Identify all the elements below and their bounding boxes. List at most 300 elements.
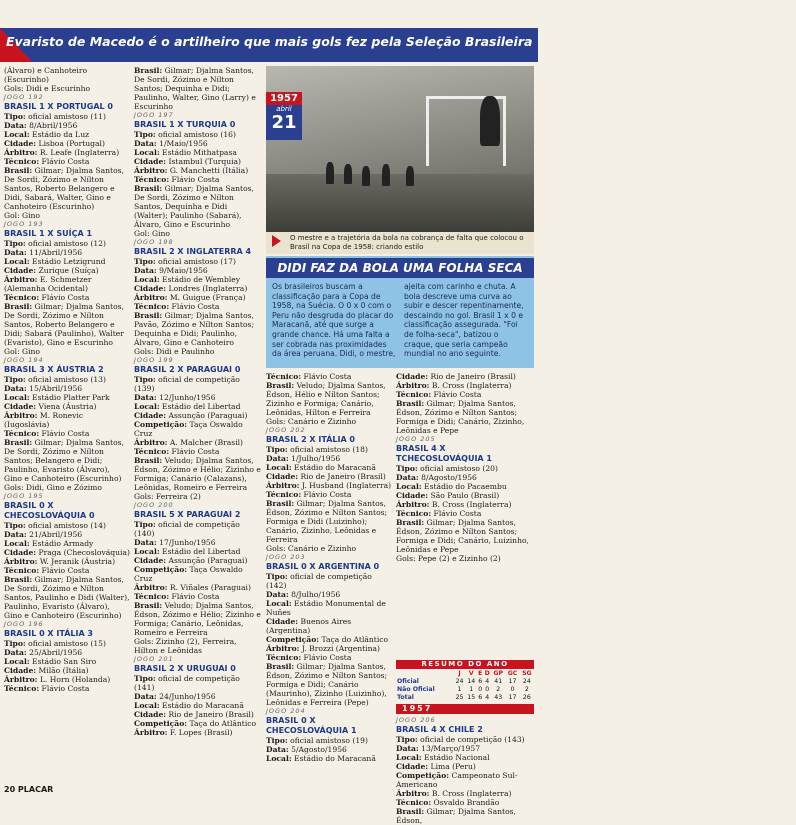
match-detail (4, 257, 130, 266)
match-detail (134, 565, 262, 583)
field-value: 25/Abril/1956 (26, 648, 83, 657)
field-value: oficial amistoso (15) (25, 639, 106, 648)
match-detail (396, 762, 534, 771)
match-title (4, 629, 130, 639)
field-value: oficial de competição (143) (417, 735, 525, 744)
field-label: Árbitro: (4, 557, 38, 566)
field-value: BRASIL 1 X SUÍÇA 1 (4, 229, 93, 238)
date-box (266, 92, 302, 140)
match-detail (4, 384, 130, 393)
field-label: Data: (266, 454, 289, 463)
match-detail (134, 710, 262, 719)
field-value: Gols: Pepe (2) e Zizinho (2) (396, 554, 501, 563)
match-detail (4, 648, 130, 657)
field-label: Brasil: (134, 601, 163, 610)
match-detail (396, 554, 534, 563)
field-value: oficial amistoso (20) (417, 464, 498, 473)
field-label: Brasil: (266, 499, 295, 508)
match-title (396, 444, 534, 454)
field-label: Cidade: (266, 472, 299, 481)
field-value: Praga (Checoslováquia) (36, 548, 130, 557)
photo-field (266, 174, 534, 232)
field-value: BRASIL 0 X (266, 716, 316, 725)
match-detail (4, 293, 130, 302)
field-value: Gols: Zizinho (2), Ferreira, Hílton e Leônidas (134, 637, 237, 655)
field-label: Cidade: (4, 266, 37, 275)
field-value: Gilmar; Djalma Santos, De Sordi, Zózimo e Nílton Santos, Roberto Belangero e Didi; Sabará (Paulinho), Walter (Evaristo), Gino e Escurinho (4, 302, 124, 347)
summary-cell: Total (397, 693, 414, 701)
field-value: 21/Abril/1956 (26, 530, 83, 539)
summary-cell: 1 (469, 685, 474, 693)
field-label: Técnico: (266, 372, 302, 381)
summary-header-cell: V (468, 669, 474, 677)
headline-banner (0, 28, 538, 62)
field-label: Técnico: (4, 684, 40, 693)
field-label: Competição: (396, 771, 450, 780)
match-detail (134, 375, 262, 393)
story-title: DIDI FAZ DA BOLA UMA FOLHA SECA (266, 258, 534, 278)
summary-cell: 17 (508, 677, 517, 685)
match-detail (266, 635, 392, 644)
page-footer: 20 PLACAR (4, 785, 54, 794)
match-detail (134, 728, 262, 737)
game-number (134, 655, 262, 664)
field-value: 24/Junho/1956 (156, 692, 216, 701)
field-label: Competição: (134, 565, 188, 574)
field-label: Técnico: (266, 653, 302, 662)
field-label: Cidade: (396, 491, 429, 500)
field-value: J. Husband (Inglaterra) (299, 481, 392, 490)
match-detail (4, 483, 130, 492)
field-label: Data: (266, 745, 289, 754)
field-value: Gols: Didi e Paulinho (134, 347, 215, 356)
match-detail (266, 745, 392, 754)
match-detail (4, 539, 130, 548)
field-value: B. Cross (Inglaterra) (429, 500, 512, 509)
field-label: Tipo: (134, 257, 156, 266)
field-value: B. Cross (Inglaterra) (429, 381, 512, 390)
photo-credit: ARQUIVO (790, 238, 796, 262)
match-detail (4, 248, 130, 257)
field-value: BRASIL 2 X PARAGUAI 0 (134, 365, 241, 374)
field-label: Data: (266, 590, 289, 599)
field-label: Tipo: (4, 112, 26, 121)
game-number (4, 93, 130, 102)
year-summary-grid (396, 669, 534, 701)
field-value: Viena (Áustria) (36, 402, 97, 411)
match-detail (134, 148, 262, 157)
field-value: 9/Maio/1956 (156, 266, 208, 275)
field-value: BRASIL 0 X (4, 501, 54, 510)
summary-cell: 6 (478, 693, 483, 701)
field-value: 17/Junho/1956 (156, 538, 216, 547)
field-label: Data: (4, 530, 27, 539)
match-detail (266, 463, 392, 472)
match-detail (266, 472, 392, 481)
field-value: Flávio Costa (431, 390, 482, 399)
game-number (266, 426, 392, 435)
column-4-continued (396, 716, 534, 825)
field-value: oficial amistoso (11) (25, 112, 106, 121)
field-value: (Álvaro) e Canhoteiro (Escurinho) (4, 66, 88, 84)
match-detail (4, 139, 130, 148)
photo-player (406, 166, 414, 186)
match-detail (266, 445, 392, 454)
summary-cell: Não Oficial (397, 685, 435, 693)
match-detail (134, 284, 262, 293)
field-value: 8/Agosto/1956 (418, 473, 477, 482)
field-label: Cidade: (134, 411, 167, 420)
field-label: Tipo: (134, 130, 156, 139)
match-detail (4, 666, 130, 675)
headline-text: Evaristo de Macedo é o artilheiro que mais gols fez pela Seleção Brasileira (6, 34, 533, 49)
field-label: Cidade: (396, 372, 429, 381)
summary-header-cell: D (484, 669, 490, 677)
match-title (134, 247, 262, 257)
field-label: Técnico: (396, 390, 432, 399)
match-detail (266, 590, 392, 599)
field-value: BRASIL 3 X ÁUSTRIA 2 (4, 365, 104, 374)
field-value: Zurique (Suíça) (36, 266, 99, 275)
match-detail (396, 464, 534, 473)
match-detail (266, 736, 392, 745)
field-label: Data: (134, 692, 157, 701)
field-value: 8/Julho/1956 (288, 590, 341, 599)
field-label: Técnico: (266, 490, 302, 499)
field-label: Tipo: (266, 736, 288, 745)
match-detail (134, 175, 262, 184)
field-value: Flávio Costa (39, 157, 90, 166)
match-detail (134, 266, 262, 275)
field-label: Cidade: (396, 762, 429, 771)
game-number (4, 620, 130, 629)
field-value: Gilmar; Djalma Santos, Édson, Zózimo e Nílton Santos; Formiga e Didi; Canário, Zizinho, Leônidas e Pepe (396, 399, 525, 435)
field-value: TCHECOSLOVÁQUIA 1 (396, 454, 492, 463)
field-value: Gilmar; Djalma Santos, Édson, Zózimo e Nílton Santos; Formiga e Didi; Canário (Maurinho), Zizinho (Luizinho), Leônidas e Ferreira (Pepe) (266, 662, 388, 707)
summary-cell: 43 (494, 693, 503, 701)
match-detail (4, 530, 130, 539)
match-detail (4, 148, 130, 157)
match-title (134, 365, 262, 375)
game-number (134, 238, 262, 247)
field-value: Campeonato Sul-Americano (396, 771, 518, 789)
field-label: Local: (4, 257, 30, 266)
field-label: Data: (4, 248, 27, 257)
match-detail (4, 575, 130, 620)
field-value: Gilmar; Djalma Santos, De Sordi, Zózimo e Nílton Santos; Dequinha e Didi; Paulinho, Walter, Gino (Larry) e Escurinho (134, 66, 256, 111)
field-label: Local: (266, 599, 292, 608)
field-value: oficial amistoso (14) (25, 521, 106, 530)
match-detail (134, 402, 262, 411)
field-value: JOGO 205 (396, 435, 436, 443)
field-label: Técnico: (4, 293, 40, 302)
field-value: oficial amistoso (19) (287, 736, 368, 745)
field-value: Gilmar; Djalma Santos, De Sordi, Zózimo e Nílton Santos, Roberto Belangero e Didi, Sabará, Walter, Gino e Canhoteiro (Escurinho) (4, 166, 124, 211)
match-detail (134, 130, 262, 139)
field-label: Tipo: (134, 674, 156, 683)
match-detail (4, 411, 130, 429)
field-label: Árbitro: (266, 481, 300, 490)
summary-cell: 41 (494, 677, 503, 685)
match-detail (134, 139, 262, 148)
summary-row (396, 685, 534, 693)
field-label: Local: (4, 539, 30, 548)
match-title (266, 726, 392, 736)
field-label: Tipo: (134, 375, 156, 384)
didi-story-box (266, 256, 534, 368)
field-value: JOGO 202 (266, 426, 306, 434)
field-label: Árbitro: (134, 728, 168, 737)
field-label: Data: (4, 384, 27, 393)
field-label: Brasil: (4, 302, 33, 311)
field-value: Flávio Costa (39, 566, 90, 575)
field-label: Cidade: (4, 139, 37, 148)
match-detail (4, 157, 130, 166)
match-detail (134, 438, 262, 447)
field-label: Local: (134, 701, 160, 710)
match-detail (134, 275, 262, 284)
match-title (134, 510, 262, 520)
field-value: JOGO 196 (4, 620, 44, 628)
field-value: M. Guigue (França) (167, 293, 246, 302)
match-detail (134, 547, 262, 556)
field-value: Gols: Canário e Zizinho (266, 417, 357, 426)
field-value: Istambul (Turquia) (166, 157, 242, 166)
match-detail (396, 735, 534, 744)
match-detail (134, 66, 262, 111)
match-title (396, 454, 534, 464)
summary-cell: 24 (522, 677, 531, 685)
match-detail (396, 390, 534, 399)
match-detail (396, 482, 534, 491)
field-value: Estádio Monumental de Nuñes (266, 599, 386, 617)
field-value: CHECOSLOVÁQUIA 0 (4, 511, 95, 520)
field-value: JOGO 199 (134, 356, 174, 364)
match-detail (396, 518, 534, 554)
field-value: JOGO 194 (4, 356, 44, 364)
field-label: Local: (396, 753, 422, 762)
field-label: Árbitro: (4, 148, 38, 157)
field-value: Flávio Costa (301, 653, 352, 662)
field-value: JOGO 192 (4, 93, 44, 101)
field-label: Brasil: (396, 399, 425, 408)
match-detail (4, 438, 130, 483)
field-value: oficial amistoso (16) (155, 130, 236, 139)
field-value: São Paulo (Brasil) (428, 491, 500, 500)
field-label: Data: (134, 538, 157, 547)
field-value: Flávio Costa (39, 684, 90, 693)
field-label: Cidade: (4, 402, 37, 411)
field-label: Tipo: (4, 639, 26, 648)
field-value: W. Jeranik (Áustria) (37, 557, 116, 566)
match-title (266, 435, 392, 445)
match-detail (4, 121, 130, 130)
field-value: JOGO 203 (266, 553, 306, 561)
field-label: Brasil: (134, 456, 163, 465)
match-title (134, 120, 262, 130)
game-number (4, 356, 130, 365)
summary-cell: 24 (455, 677, 464, 685)
match-detail (134, 229, 262, 238)
field-label: Data: (134, 266, 157, 275)
match-detail (134, 311, 262, 347)
game-number (134, 501, 262, 510)
match-detail (266, 754, 392, 763)
field-label: Competição: (134, 420, 188, 429)
field-label: Árbitro: (4, 275, 38, 284)
photo-player (326, 162, 334, 184)
field-value: A. Malcher (Brasil) (167, 438, 244, 447)
summary-cell: 2 (496, 685, 501, 693)
field-value: Flávio Costa (39, 429, 90, 438)
field-label: Data: (396, 744, 419, 753)
field-value: Veludo; Djalma Santos, Édson, Hélio e Nílton Santos; Zizinho e Formiga; Canário, Leônidas, Hílton e Ferreira (266, 381, 386, 417)
field-value: BRASIL 2 X ITÁLIA 0 (266, 435, 355, 444)
field-label: Cidade: (134, 284, 167, 293)
match-detail (134, 184, 262, 229)
field-label: Competição: (134, 719, 188, 728)
summary-cell: 0 (510, 685, 515, 693)
year-summary-title: RESUMO DO ANO (396, 660, 534, 669)
summary-row (396, 677, 534, 685)
field-label: Local: (4, 130, 30, 139)
field-label: Brasil: (134, 311, 163, 320)
caption-arrow-icon (272, 235, 281, 247)
match-detail (134, 520, 262, 538)
field-value: Taça Oswaldo Cruz (134, 420, 243, 438)
match-detail (134, 637, 262, 655)
field-value: oficial amistoso (12) (25, 239, 106, 248)
field-value: J. Brozzi (Argentina) (299, 644, 380, 653)
field-value: JOGO 201 (134, 655, 174, 663)
field-value: BRASIL 2 X URUGUAI 0 (134, 664, 236, 673)
field-value: Estádio del Libertad (159, 547, 241, 556)
field-label: Data: (4, 121, 27, 130)
match-detail (4, 566, 130, 575)
summary-cell: 2 (524, 685, 529, 693)
summary-cell: 15 (467, 693, 476, 701)
field-value: Gols: Didi, Gino e Zózimo (4, 483, 102, 492)
match-title (266, 562, 392, 572)
match-title (266, 716, 392, 726)
field-value: 12/Junho/1956 (156, 393, 216, 402)
match-detail (4, 657, 130, 666)
year-divider: 1957 (396, 704, 534, 714)
field-label: Cidade: (134, 556, 167, 565)
field-value: Estádio Platter Park (29, 393, 110, 402)
match-detail (134, 538, 262, 547)
field-value: oficial amistoso (17) (155, 257, 236, 266)
field-value: oficial amistoso (18) (287, 445, 368, 454)
field-value: 1/Maio/1956 (156, 139, 208, 148)
match-detail (134, 701, 262, 710)
field-value: oficial de competição (141) (134, 674, 240, 692)
field-value: 15/Abril/1956 (26, 384, 83, 393)
match-detail (396, 509, 534, 518)
field-label: Local: (134, 275, 160, 284)
field-label: Tipo: (4, 521, 26, 530)
field-label: Árbitro: (134, 166, 168, 175)
match-detail (396, 491, 534, 500)
field-label: Técnico: (396, 509, 432, 518)
match-detail (266, 617, 392, 635)
game-number (134, 111, 262, 120)
field-value: 11/Abril/1956 (26, 248, 83, 257)
field-value: F. Lopes (Brasil) (167, 728, 233, 737)
match-title (4, 511, 130, 521)
field-value: Estádio Nacional (421, 753, 490, 762)
match-detail (266, 572, 392, 590)
field-label: Data: (134, 139, 157, 148)
field-value: L. Horn (Holanda) (37, 675, 111, 684)
field-value: Estádio del Libertad (159, 402, 241, 411)
field-label: Cidade: (4, 548, 37, 557)
summary-cell: 0 (478, 685, 483, 693)
field-value: Gilmar; Djalma Santos, Édson, (396, 807, 516, 825)
field-value: Flávio Costa (169, 175, 220, 184)
field-value: oficial de competição (142) (266, 572, 372, 590)
field-label: Brasil: (4, 438, 33, 447)
match-detail (4, 112, 130, 121)
year-summary-table (396, 660, 534, 702)
field-value: JOGO 204 (266, 707, 306, 715)
field-label: Local: (266, 754, 292, 763)
match-detail (4, 639, 130, 648)
match-detail (4, 684, 130, 693)
summary-header-cell: GC (507, 669, 518, 677)
match-detail (266, 644, 392, 653)
field-value: Flávio Costa (169, 302, 220, 311)
field-label: Cidade: (4, 666, 37, 675)
field-value: BRASIL 5 X PARAGUAI 2 (134, 510, 241, 519)
field-value: oficial de competição (140) (134, 520, 240, 538)
field-value: Rio de Janeiro (Brasil) (166, 710, 254, 719)
field-value: BRASIL 4 X CHILE 2 (396, 725, 483, 734)
summary-header-cell: SG (522, 669, 532, 677)
photo-goalkeeper (480, 96, 500, 146)
match-detail (396, 807, 534, 825)
match-detail (4, 557, 130, 566)
field-value: Taça do Atlântico (319, 635, 389, 644)
match-detail (396, 798, 534, 807)
date-month: abril (276, 105, 292, 113)
game-number (396, 716, 534, 725)
summary-cell: Oficial (397, 677, 419, 685)
match-detail (4, 429, 130, 438)
match-detail (4, 402, 130, 411)
field-value: G. Manchetti (Itália) (167, 166, 249, 175)
field-value: Assunção (Paraguai) (166, 411, 248, 420)
field-label: Brasil: (134, 184, 163, 193)
match-detail (396, 789, 534, 798)
match-detail (396, 372, 534, 381)
summary-cell: 4 (485, 677, 490, 685)
field-value: JOGO 206 (396, 716, 436, 724)
match-detail (266, 454, 392, 463)
field-label: Cidade: (134, 710, 167, 719)
summary-cell: 6 (478, 677, 483, 685)
photo-player (382, 164, 390, 186)
field-value: Gilmar; Djalma Santos, De Sordi, Zózimo e Nílton Santos, Paulinho e Didi (Walter), Paulinho, Evaristo (Álvaro), Gino e Canhoteiro (Escurinho) (4, 575, 130, 620)
match-detail (134, 347, 262, 356)
field-value: JOGO 195 (4, 492, 44, 500)
match-detail (396, 753, 534, 762)
field-label: Tipo: (134, 520, 156, 529)
match-detail (134, 592, 262, 601)
summary-cell: 14 (467, 677, 476, 685)
summary-row (396, 693, 534, 701)
field-label: Técnico: (4, 566, 40, 575)
